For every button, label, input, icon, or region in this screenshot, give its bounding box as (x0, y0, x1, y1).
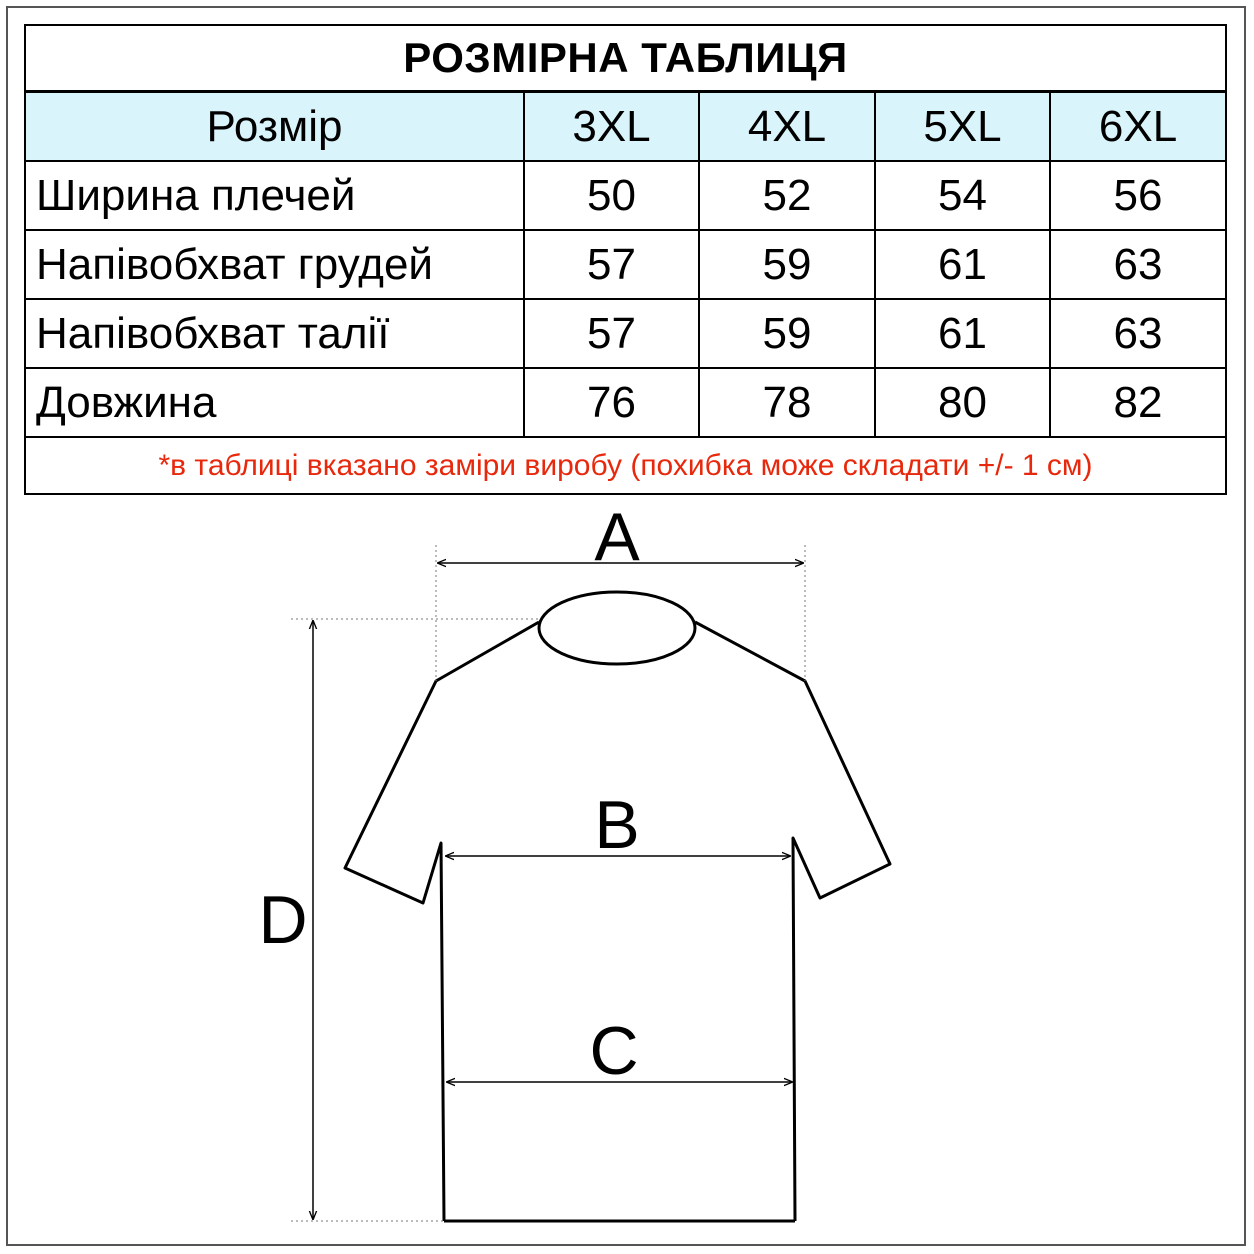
table-cell: 61 (875, 230, 1050, 299)
tshirt-body-right (695, 622, 890, 1221)
header-size-3xl: 3XL (524, 92, 699, 162)
row-label-half-waist: Напівобхват талії (25, 299, 524, 368)
header-size-label: Розмір (25, 92, 524, 162)
table-cell: 63 (1050, 230, 1226, 299)
measurement-note: *в таблиці вказано заміри виробу (похибка може складати +/- 1 см) (25, 437, 1226, 494)
table-cell: 61 (875, 299, 1050, 368)
table-cell: 82 (1050, 368, 1226, 437)
dimension-d-label: D (258, 882, 308, 958)
tshirt-collar (539, 592, 695, 664)
table-cell: 59 (699, 230, 875, 299)
tshirt-outline (345, 592, 890, 1221)
dimension-arrows (313, 563, 803, 1219)
header-size-5xl: 5XL (875, 92, 1050, 162)
table-cell: 50 (524, 161, 699, 230)
table-cell: 78 (699, 368, 875, 437)
table-cell: 57 (524, 230, 699, 299)
row-label-length: Довжина (25, 368, 524, 437)
table-cell: 52 (699, 161, 875, 230)
table-cell: 57 (524, 299, 699, 368)
table-cell: 59 (699, 299, 875, 368)
table-cell: 63 (1050, 299, 1226, 368)
table-cell: 80 (875, 368, 1050, 437)
header-size-4xl: 4XL (699, 92, 875, 162)
table-title: РОЗМІРНА ТАБЛИЦЯ (25, 25, 1226, 92)
dimension-labels (258, 499, 640, 1089)
dimension-b-label: B (594, 787, 640, 863)
dimension-a-label: A (594, 499, 640, 575)
header-size-6xl: 6XL (1050, 92, 1226, 162)
tshirt-body-left (345, 622, 539, 1221)
table-cell: 56 (1050, 161, 1226, 230)
row-label-shoulder-width: Ширина плечей (25, 161, 524, 230)
table-cell: 76 (524, 368, 699, 437)
row-label-half-chest: Напівобхват грудей (25, 230, 524, 299)
dimension-c-label: C (589, 1013, 639, 1089)
table-cell: 54 (875, 161, 1050, 230)
